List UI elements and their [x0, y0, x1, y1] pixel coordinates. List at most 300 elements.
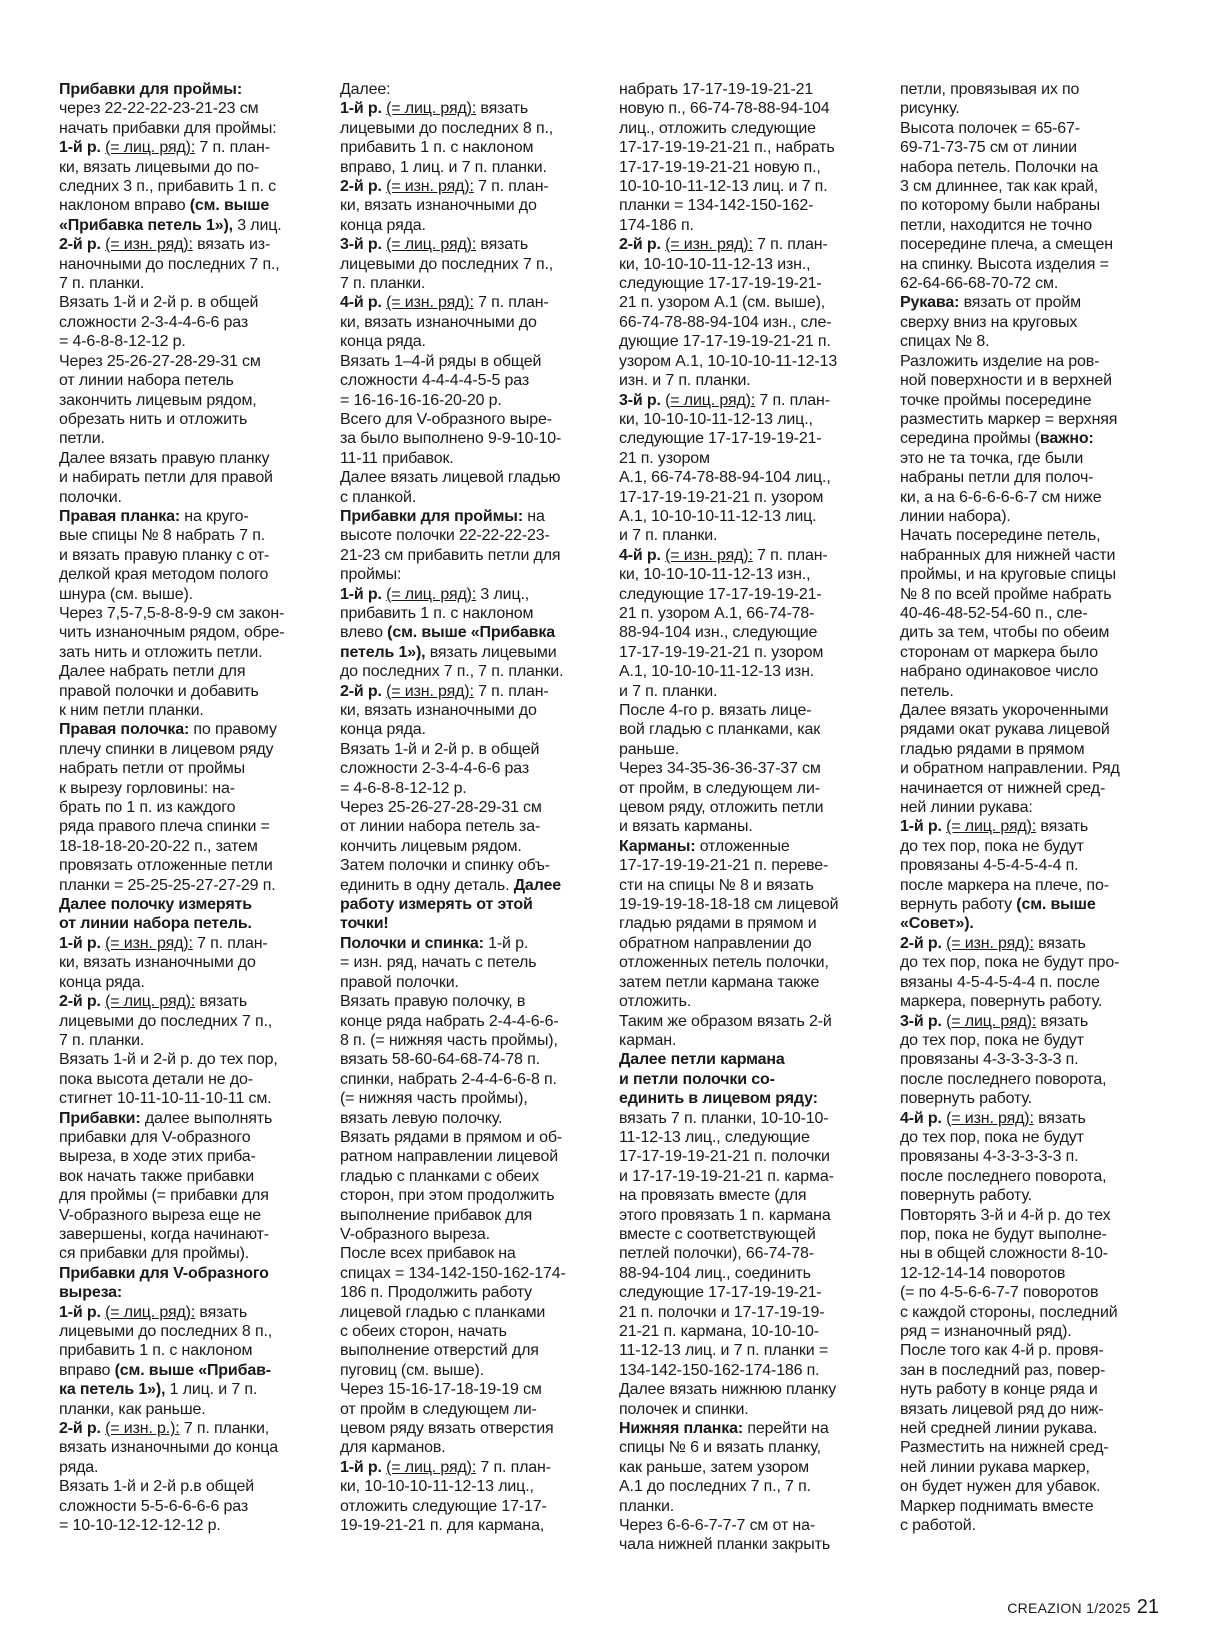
text-line: [619, 488, 871, 507]
text-line: [59, 565, 311, 584]
text-segment: повернуть работу.: [900, 1090, 1032, 1108]
text-line: [619, 1070, 871, 1089]
text-segment: (= изн. р.):: [105, 1420, 180, 1438]
text-segment: 2-й р.: [59, 993, 101, 1011]
text-segment: ки, вязать изнаночными до: [340, 197, 537, 215]
text-segment: провязаны 4-5-4-5-4-4 п.: [900, 857, 1079, 875]
text-line: [59, 973, 311, 992]
text-line: [619, 1477, 871, 1496]
text-line: [900, 914, 1152, 933]
text-segment: 4-й р.: [900, 1109, 942, 1127]
text-line: [340, 158, 592, 177]
text-segment: ся прибавки для проймы).: [59, 1245, 250, 1263]
text-segment: 134-142-150-162-174-186 п.: [619, 1361, 820, 1379]
text-segment: 3-й р.: [619, 391, 661, 409]
text-segment: Правая полочка:: [59, 721, 190, 739]
text-line: [340, 1361, 592, 1380]
text-segment: 2-й р.: [59, 236, 101, 254]
text-line: [900, 779, 1152, 798]
text-segment: А.1 до последних 7 п., 7 п.: [619, 1478, 811, 1496]
text-line: [619, 332, 871, 351]
text-segment: планки = 134-142-150-162-: [619, 197, 814, 215]
text-segment: А.1, 66-74-78-88-94-104 лиц.,: [619, 469, 831, 487]
text-segment: 2-й р.: [59, 1420, 101, 1438]
text-segment: планки = 25-25-25-27-27-29 п.: [59, 876, 276, 894]
text-line: [340, 1438, 592, 1457]
text-segment: затем петли кармана также: [619, 973, 820, 991]
text-line: [59, 235, 311, 254]
text-line: [619, 507, 871, 526]
text-segment: дующие 17-17-19-19-21-21 п.: [619, 333, 831, 351]
text-line: [59, 1283, 311, 1302]
text-line: [900, 817, 1152, 836]
text-segment: 17-17-19-19-21-21 новую п.,: [619, 158, 821, 176]
text-line: [340, 274, 592, 293]
text-line: [59, 720, 311, 739]
text-segment: набрать петли от проймы: [59, 760, 245, 778]
text-line: [619, 274, 871, 293]
text-segment: ки, а на 6-6-6-6-6-7 см ниже: [900, 488, 1102, 506]
text-segment: выполнение отверстий для: [340, 1342, 539, 1360]
text-segment: закончить лицевым рядом,: [59, 391, 257, 409]
text-line: [619, 798, 871, 817]
text-segment: выреза, в ходе этих приба-: [59, 1148, 256, 1166]
text-segment: 7 п. план-: [195, 139, 270, 157]
text-line: [340, 1186, 592, 1205]
text-line: [59, 817, 311, 836]
text-segment: прибавить 1 п. с наклоном: [340, 139, 534, 157]
text-column-3: [619, 80, 871, 1555]
text-line: [900, 1458, 1152, 1477]
text-segment: провязаны 4-3-3-3-3-3 п.: [900, 1051, 1079, 1069]
text-line: [900, 313, 1152, 332]
text-segment: сложности 2-3-4-4-6-6 раз: [59, 313, 249, 331]
text-line: [619, 255, 871, 274]
text-segment: правой полочки и добавить: [59, 682, 259, 700]
text-segment: наклоном вправо: [59, 197, 190, 215]
text-segment: провязать отложенные петли: [59, 857, 273, 875]
text-segment: 7 п. план-: [473, 294, 549, 312]
text-segment: вязать: [195, 993, 248, 1011]
text-line: [619, 468, 871, 487]
text-segment: 11-11 прибавок.: [340, 449, 454, 467]
text-segment: по правому: [189, 721, 277, 739]
text-line: [59, 1303, 311, 1322]
text-segment: разместить маркер = верхняя: [900, 410, 1118, 428]
text-line: [59, 429, 311, 448]
text-segment: нуть работу в конце ряда и: [900, 1381, 1098, 1399]
text-segment: ки, вязать изнаночными до: [340, 702, 537, 719]
text-line: [340, 1400, 592, 1419]
text-line: [900, 488, 1152, 507]
text-segment: лицевыми до последних 8 п.,: [340, 119, 554, 137]
text-line: [619, 1361, 871, 1380]
text-line: [340, 1089, 592, 1108]
text-segment: Прибавки:: [59, 1109, 141, 1127]
text-segment: важно:: [1039, 430, 1094, 448]
text-segment: единить в одну деталь.: [340, 876, 514, 894]
text-segment: 17-17-19-19-21-21 п. узором: [619, 488, 824, 506]
magazine-issue: CREAZION 1/2025: [1007, 1600, 1131, 1616]
text-segment: 1-й р.: [340, 100, 382, 118]
text-segment: до последних 7 п., 7 п. планки.: [340, 663, 564, 681]
text-segment: Повторять 3-й и 4-й р. до тех: [900, 1206, 1111, 1224]
text-line: [340, 138, 592, 157]
text-line: [340, 623, 592, 642]
text-line: [59, 410, 311, 429]
text-line: [340, 817, 592, 836]
text-segment: спицах № 8.: [900, 333, 990, 351]
text-segment: 7 п. план-: [476, 1458, 551, 1476]
text-line: [900, 158, 1152, 177]
text-segment: 12-12-14-14 поворотов: [900, 1264, 1066, 1282]
text-line: [59, 1380, 311, 1399]
text-segment: После того как 4-й р. провя-: [900, 1342, 1104, 1360]
text-segment: к ним петли планки.: [59, 702, 204, 719]
text-segment: набраны петли для полоч-: [900, 469, 1094, 487]
text-line: [900, 410, 1152, 429]
text-line: [619, 973, 871, 992]
text-segment: цевом ряду вязать отверстия: [340, 1420, 554, 1438]
text-segment: сложности 4-4-4-4-5-5 раз: [340, 372, 530, 390]
text-segment: 2-й р.: [340, 178, 382, 196]
text-segment: вязать 7 п. планки, 10-10-10-: [619, 1109, 829, 1127]
text-segment: петли, находится не точно: [900, 216, 1093, 234]
page-footer: [1007, 1596, 1159, 1619]
text-line: [900, 1128, 1152, 1147]
text-line: [619, 1186, 871, 1205]
text-segment: петли, провязывая их по: [900, 81, 1080, 98]
text-segment: точке проймы посередине: [900, 391, 1092, 409]
text-line: [619, 1089, 871, 1108]
text-segment: 66-74-78-88-94-104 изн., сле-: [619, 313, 832, 331]
text-segment: на: [523, 507, 545, 525]
text-segment: следующие 17-17-19-19-21-: [619, 1284, 822, 1302]
text-line: [59, 1361, 311, 1380]
text-segment: линии набора).: [900, 507, 1011, 525]
text-segment: 88-94-104 лиц., соединить: [619, 1264, 811, 1282]
text-segment: 7 п. план-: [752, 236, 828, 254]
text-segment: сложности 2-3-4-4-6-6 раз: [340, 760, 530, 778]
text-line: [59, 1167, 311, 1186]
text-segment: (см. выше: [189, 197, 270, 215]
text-line: [340, 565, 592, 584]
text-line: [340, 1031, 592, 1050]
text-line: [619, 1128, 871, 1147]
text-line: [340, 973, 592, 992]
text-segment: к вырезу горловины: на-: [59, 779, 235, 797]
text-line: [59, 216, 311, 235]
text-segment: отложить следующие 17-17-: [340, 1497, 547, 1515]
text-segment: 11-12-13 лиц., следующие: [619, 1128, 810, 1146]
text-line: [59, 1089, 311, 1108]
text-line: [59, 759, 311, 778]
text-line: [619, 643, 871, 662]
text-column-2: [340, 80, 592, 1535]
text-line: [340, 429, 592, 448]
text-line: [619, 1167, 871, 1186]
text-line: [900, 1147, 1152, 1166]
text-segment: вязать: [1033, 934, 1086, 952]
text-segment: Таким же образом вязать 2-й: [619, 1012, 832, 1030]
text-line: [900, 759, 1152, 778]
text-segment: 3 лиц.,: [476, 585, 530, 603]
text-line: [59, 992, 311, 1011]
text-line: [900, 1516, 1152, 1535]
text-segment: А.1, 10-10-10-11-12-13 лиц.: [619, 507, 817, 525]
text-segment: проймы, и на круговые спицы: [900, 566, 1117, 584]
text-segment: 7 п. план-: [755, 391, 830, 409]
text-segment: 21 п. узором А.1 (см. выше),: [619, 294, 826, 312]
text-line: [59, 1516, 311, 1535]
text-segment: 186 п. Продолжить работу: [340, 1284, 533, 1302]
text-segment: Через 25-26-27-28-29-31 см: [340, 799, 542, 817]
text-line: [619, 837, 871, 856]
text-line: [59, 798, 311, 817]
text-segment: (= изн. ряд):: [946, 934, 1034, 952]
text-segment: ряда правого плеча спинки =: [59, 818, 270, 836]
text-segment: петли.: [59, 430, 105, 448]
text-line: [59, 1458, 311, 1477]
text-segment: обрезать нить и отложить: [59, 410, 248, 428]
text-segment: Вязать 1-й и 2-й р.в общей: [59, 1478, 255, 1496]
text-line: [619, 352, 871, 371]
text-line: [340, 1206, 592, 1225]
text-line: [340, 1167, 592, 1186]
text-line: [619, 1341, 871, 1360]
text-line: [619, 391, 871, 410]
text-line: [59, 196, 311, 215]
text-line: [900, 235, 1152, 254]
text-segment: по которому были набраны: [900, 197, 1101, 215]
text-line: [619, 429, 871, 448]
text-segment: Прибавки для проймы:: [59, 81, 242, 98]
text-line: [340, 643, 592, 662]
text-line: [340, 682, 592, 701]
text-line: [59, 1186, 311, 1205]
text-line: [619, 1380, 871, 1399]
text-segment: (= изн. ряд):: [386, 682, 474, 700]
text-segment: ки, вязать изнаночными до: [59, 954, 256, 972]
text-line: [619, 1516, 871, 1535]
text-segment: брать по 1 п. из каждого: [59, 799, 236, 817]
text-segment: после последнего поворота,: [900, 1167, 1107, 1185]
text-segment: вязать: [1036, 818, 1089, 836]
text-line: [900, 1438, 1152, 1457]
text-segment: ней линии рукава:: [900, 799, 1033, 817]
text-line: [619, 876, 871, 895]
text-segment: от пройм в следующем ли-: [340, 1400, 537, 1418]
text-segment: Разместить на нижней сред-: [900, 1439, 1109, 1457]
text-segment: конца ряда.: [340, 333, 426, 351]
text-segment: 21 п. узором: [619, 449, 710, 467]
text-line: [900, 371, 1152, 390]
text-segment: отложить.: [619, 993, 692, 1011]
text-segment: раньше.: [619, 740, 680, 758]
text-segment: (= лиц. ряд):: [386, 100, 477, 118]
text-segment: Вязать 1-й и 2-й р. в общей: [59, 294, 259, 312]
text-segment: следующие 17-17-19-19-21-: [619, 430, 822, 448]
text-line: [619, 934, 871, 953]
text-line: [900, 973, 1152, 992]
text-segment: Рукава:: [900, 294, 960, 312]
text-line: [619, 216, 871, 235]
text-line: [900, 546, 1152, 565]
text-line: [900, 604, 1152, 623]
text-line: [619, 740, 871, 759]
text-line: [900, 895, 1152, 914]
text-line: [59, 662, 311, 681]
text-segment: Вязать правую полочку, в: [340, 993, 526, 1011]
text-segment: Полочки и спинка:: [340, 934, 484, 952]
text-segment: до тех пор, пока не будут: [900, 837, 1084, 855]
text-segment: Далее вязать укороченными: [900, 702, 1109, 719]
text-line: [619, 565, 871, 584]
text-segment: Маркер поднимать вместе: [900, 1497, 1094, 1515]
text-line: [340, 585, 592, 604]
text-segment: вок начать также прибавки: [59, 1167, 255, 1185]
text-segment: Далее петли кармана: [619, 1051, 785, 1069]
text-segment: наночными до последних 7 п.,: [59, 255, 280, 273]
text-segment: единить в лицевом ряду:: [619, 1090, 818, 1108]
text-segment: вязать: [476, 236, 529, 254]
text-segment: лицевыми до последних 7 п.,: [59, 1012, 273, 1030]
text-segment: узором А.1, 10-10-10-11-12-13: [619, 352, 838, 370]
text-segment: 7 п. планки,: [179, 1420, 270, 1438]
text-line: [59, 274, 311, 293]
text-line: [900, 1264, 1152, 1283]
text-line: [340, 701, 592, 720]
text-line: [59, 1012, 311, 1031]
text-segment: 4-й р.: [340, 294, 382, 312]
text-line: [340, 992, 592, 1011]
text-line: [619, 1322, 871, 1341]
text-line: [900, 876, 1152, 895]
text-line: [900, 565, 1152, 584]
text-line: [900, 293, 1152, 312]
text-segment: от пройм, в следующем ли-: [619, 779, 820, 797]
text-segment: (= изн. ряд):: [386, 178, 474, 196]
text-segment: сложности 5-5-6-6-6-6 раз: [59, 1497, 249, 1515]
text-line: [619, 1109, 871, 1128]
text-segment: следующие 17-17-19-19-21-: [619, 275, 822, 293]
text-segment: с обеих сторон, начать: [340, 1323, 507, 1340]
text-segment: и 7 п. планки.: [619, 527, 718, 545]
text-line: [59, 1147, 311, 1166]
text-segment: (= изн. ряд):: [946, 1109, 1034, 1127]
text-segment: шнура (см. выше).: [59, 585, 193, 603]
text-line: [340, 313, 592, 332]
text-segment: 1 лиц. и 7 п.: [165, 1381, 258, 1399]
text-line: [59, 701, 311, 720]
text-line: [340, 1303, 592, 1322]
text-segment: 7 п. план-: [192, 934, 268, 952]
text-segment: набрать 17-17-19-19-21-21: [619, 81, 814, 98]
text-segment: 17-17-19-19-21-21 п. полочки: [619, 1148, 830, 1166]
text-line: [340, 371, 592, 390]
text-segment: = 4-6-8-8-12-12 р.: [340, 779, 467, 797]
text-segment: вязать из-: [192, 236, 271, 254]
text-line: [619, 759, 871, 778]
text-line: [340, 1050, 592, 1069]
text-line: [900, 1109, 1152, 1128]
text-line: [900, 507, 1152, 526]
text-line: [59, 1070, 311, 1089]
text-segment: 88-94-104 изн., следующие: [619, 624, 818, 642]
text-line: [619, 177, 871, 196]
text-segment: = 16-16-16-16-20-20 р.: [340, 391, 502, 409]
text-segment: за было выполнено 9-9-10-10-: [340, 430, 562, 448]
text-segment: влево: [340, 624, 388, 642]
text-segment: и петли полочки со-: [619, 1070, 775, 1088]
text-segment: вязать от пройм: [959, 294, 1082, 312]
text-segment: После всех прибавок на: [340, 1245, 516, 1263]
text-segment: конца ряда.: [59, 973, 145, 991]
text-line: [619, 1419, 871, 1438]
text-segment: пор, пока не будут выполне-: [900, 1225, 1107, 1243]
text-segment: прибавить 1 п. с наклоном: [340, 604, 534, 622]
text-line: [340, 1322, 592, 1341]
text-line: [619, 662, 871, 681]
text-segment: Разложить изделие на ров-: [900, 352, 1100, 370]
text-segment: вязать: [1036, 1012, 1089, 1030]
text-line: [900, 662, 1152, 681]
text-line: [59, 1206, 311, 1225]
text-segment: (= изн. ряд):: [105, 236, 193, 254]
text-line: [619, 1497, 871, 1516]
text-line: [619, 1031, 871, 1050]
text-segment: (= по 4-5-6-6-7-7 поворотов: [900, 1284, 1099, 1302]
text-segment: начинается от нижней сред-: [900, 779, 1106, 797]
text-segment: вязать лицевой ряд до ниж-: [900, 1400, 1104, 1418]
text-line: [340, 526, 592, 545]
text-segment: ки, 10-10-10-11-12-13 изн.,: [619, 255, 811, 273]
text-segment: 7 п. план-: [473, 682, 549, 700]
text-line: [900, 701, 1152, 720]
page-number: 21: [1136, 1596, 1159, 1618]
text-segment: рисунку.: [900, 100, 960, 118]
text-segment: «Совет»).: [900, 915, 974, 933]
text-segment: правой полочки.: [340, 973, 459, 991]
text-line: [900, 449, 1152, 468]
text-line: [59, 1128, 311, 1147]
text-line: [59, 1322, 311, 1341]
text-line: [340, 876, 592, 895]
text-segment: 3 лиц.: [232, 216, 282, 234]
text-line: [619, 1303, 871, 1322]
text-segment: 21-21 п. кармана, 10-10-10-: [619, 1323, 819, 1340]
text-line: [340, 332, 592, 351]
text-segment: Через 34-35-36-36-37-37 см: [619, 760, 821, 778]
text-line: [619, 817, 871, 836]
text-segment: полочки.: [59, 488, 122, 506]
text-segment: он будет нужен для убавок.: [900, 1478, 1101, 1496]
text-segment: ней линии рукава маркер,: [900, 1458, 1090, 1476]
text-segment: 1-й р.: [59, 1303, 101, 1321]
text-line: [59, 1031, 311, 1050]
text-line: [619, 1438, 871, 1457]
text-line: [900, 332, 1152, 351]
text-segment: ней средней линии рукава.: [900, 1420, 1098, 1438]
text-line: [619, 196, 871, 215]
text-segment: цевом ряду, отложить петли: [619, 799, 824, 817]
text-segment: (= изн. ряд):: [105, 934, 193, 952]
text-segment: спинки, набрать 2-4-4-6-6-8 п.: [340, 1070, 557, 1088]
text-segment: выреза:: [59, 1284, 123, 1302]
text-line: [900, 99, 1152, 118]
text-line: [619, 1050, 871, 1069]
text-line: [900, 1089, 1152, 1108]
